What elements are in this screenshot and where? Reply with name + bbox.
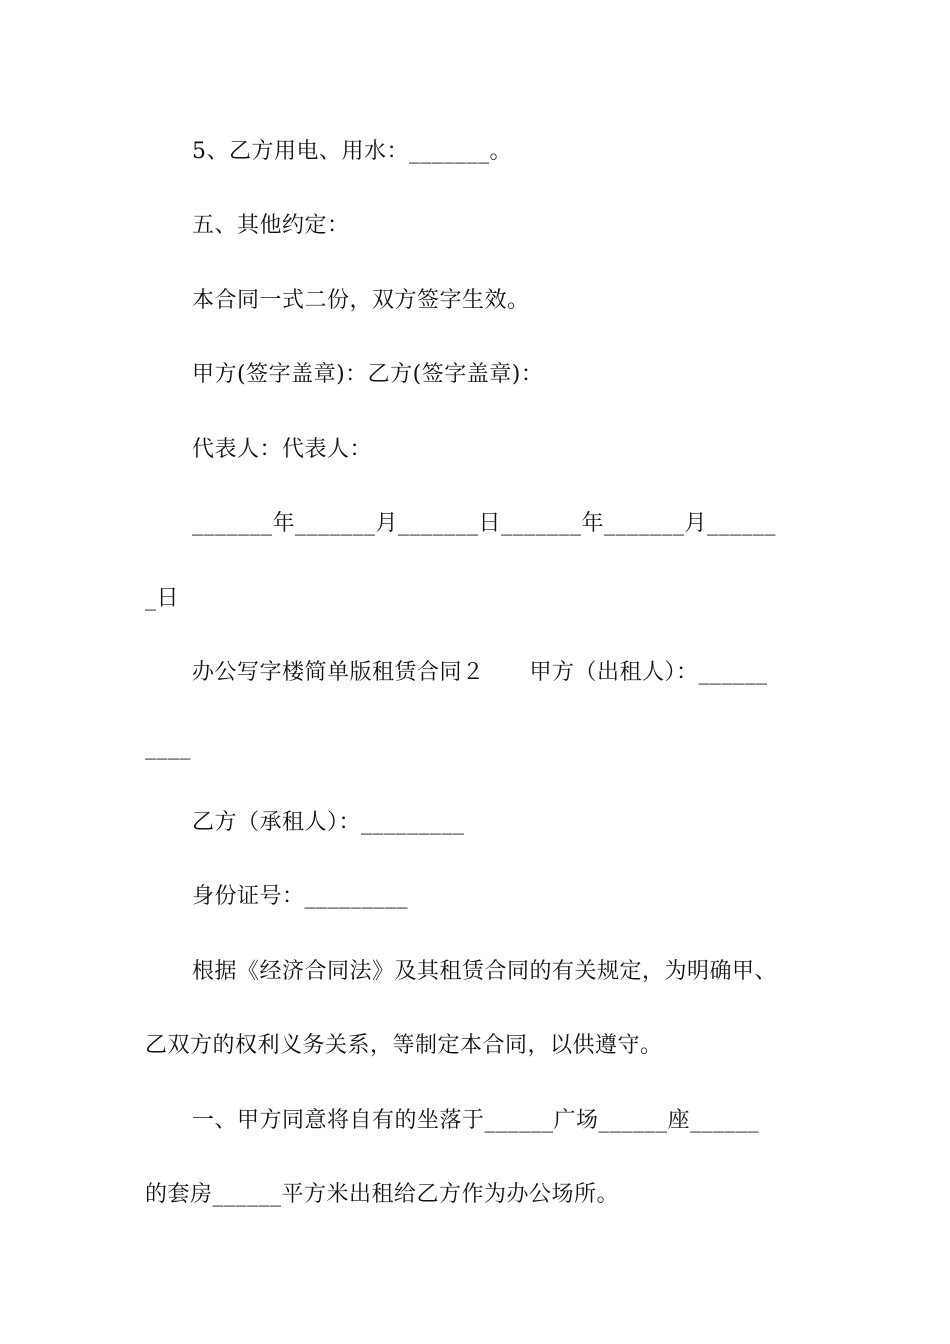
clause-1-line-2: 的套房______平方米出租给乙方作为办公场所。 [145, 1182, 620, 1207]
date-line: _______年_______月_______日_______年_______月______ [192, 511, 777, 536]
id-number-line: 身份证号：_________ [192, 884, 409, 909]
signature-line: 甲方(签字盖章)：乙方(签字盖章)： [192, 362, 544, 387]
preamble-paragraph-line-2: 乙双方的权利义务关系，等制定本合同，以供遵守。 [145, 1033, 663, 1058]
lessee-line: 乙方（承租人）：_________ [192, 810, 465, 835]
copies-clause: 本合同一式二份，双方签字生效。 [192, 288, 530, 313]
representative-line: 代表人：代表人： [192, 437, 373, 462]
clause-5-utilities: 5、乙方用电、用水：_______。 [192, 139, 512, 164]
section-5-heading: 五、其他约定： [192, 213, 350, 238]
clause-1-line-1: 一、甲方同意将自有的坐落于______广场______座______ [192, 1108, 760, 1133]
contract-2-title-line: 办公写字楼简单版租赁合同２ 甲方（出租人）：______ [192, 660, 768, 685]
date-line-continued: _日 [145, 586, 180, 611]
preamble-paragraph-line-1: 根据《经济合同法》及其租赁合同的有关规定，为明确甲、 [192, 959, 778, 984]
lessor-blank-continued: ____ [145, 735, 191, 760]
